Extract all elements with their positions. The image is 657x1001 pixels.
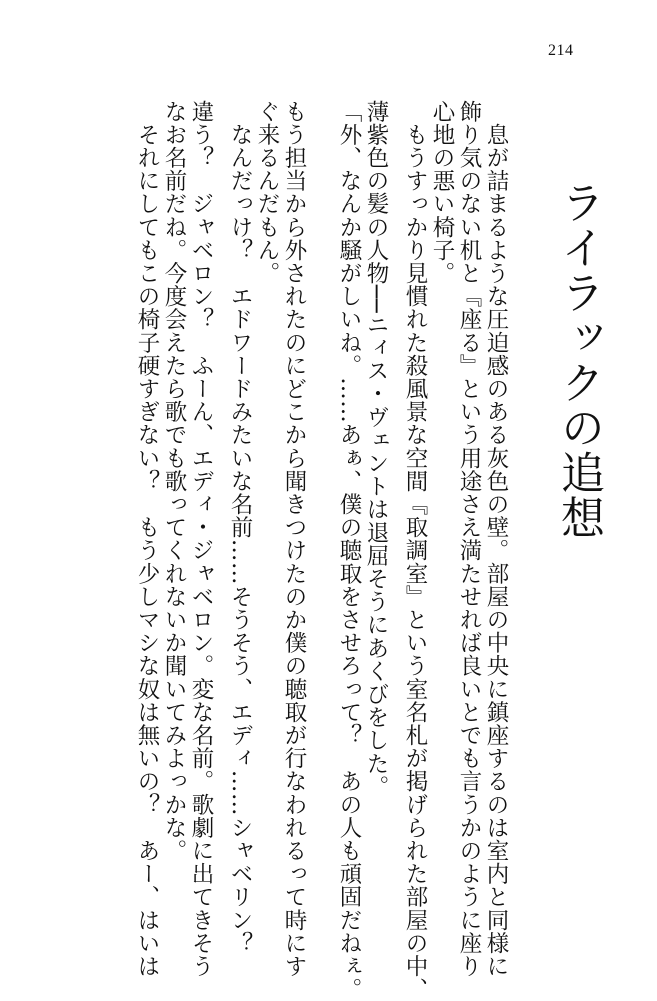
body-line: ぐ来るんだもん。 xyxy=(254,100,280,285)
body-line: もう担当から外されたのにどこから聞きつけたのか僕の聴取が行なわれるって時にす xyxy=(281,100,307,978)
page-number: 214 xyxy=(548,42,574,59)
body-line: なんだっけ？ エドワードみたいな名前……そうそう、エディ……シャベリン？ xyxy=(227,100,253,955)
chapter-title: ライラックの追想 xyxy=(553,180,604,540)
body-line: それにしてもこの椅子硬すぎない？ もう少しマシな奴は無いの？ あー、はいは xyxy=(134,100,160,978)
body-line: 薄紫色の髪の人物──ニィス・ヴェントは退屈そうにあくびをした。 xyxy=(363,100,389,799)
body-line: なお名前だね。今度会えたら歌でも歌ってくれないか聞いてみよっかな。 xyxy=(161,100,187,863)
body-line: もうすっかり見慣れた殺風景な空間『取調室』という室名札が掲げられた部屋の中、 xyxy=(402,100,428,1001)
body-line: 心地の悪い椅子。 xyxy=(429,100,455,285)
body-line: 違う？ ジャベロン？ ふーん、エディ・ジャベロン。変な名前。歌劇に出てきそう xyxy=(188,100,214,978)
body-text xyxy=(129,100,509,1001)
body-line: 飾り気のない机と『座る』という用途さえ満たせれば良いとでも言うかのように座り xyxy=(456,100,482,978)
body-line: 「外、なんか騒がしいね。……あぁ、僕の聴取をさせろって？ あの人も頑固だねぇ。 xyxy=(336,100,362,1001)
body-line: 息が詰まるような圧迫感のある灰色の壁。部屋の中央に鎮座するのは室内と同様に xyxy=(483,100,509,978)
